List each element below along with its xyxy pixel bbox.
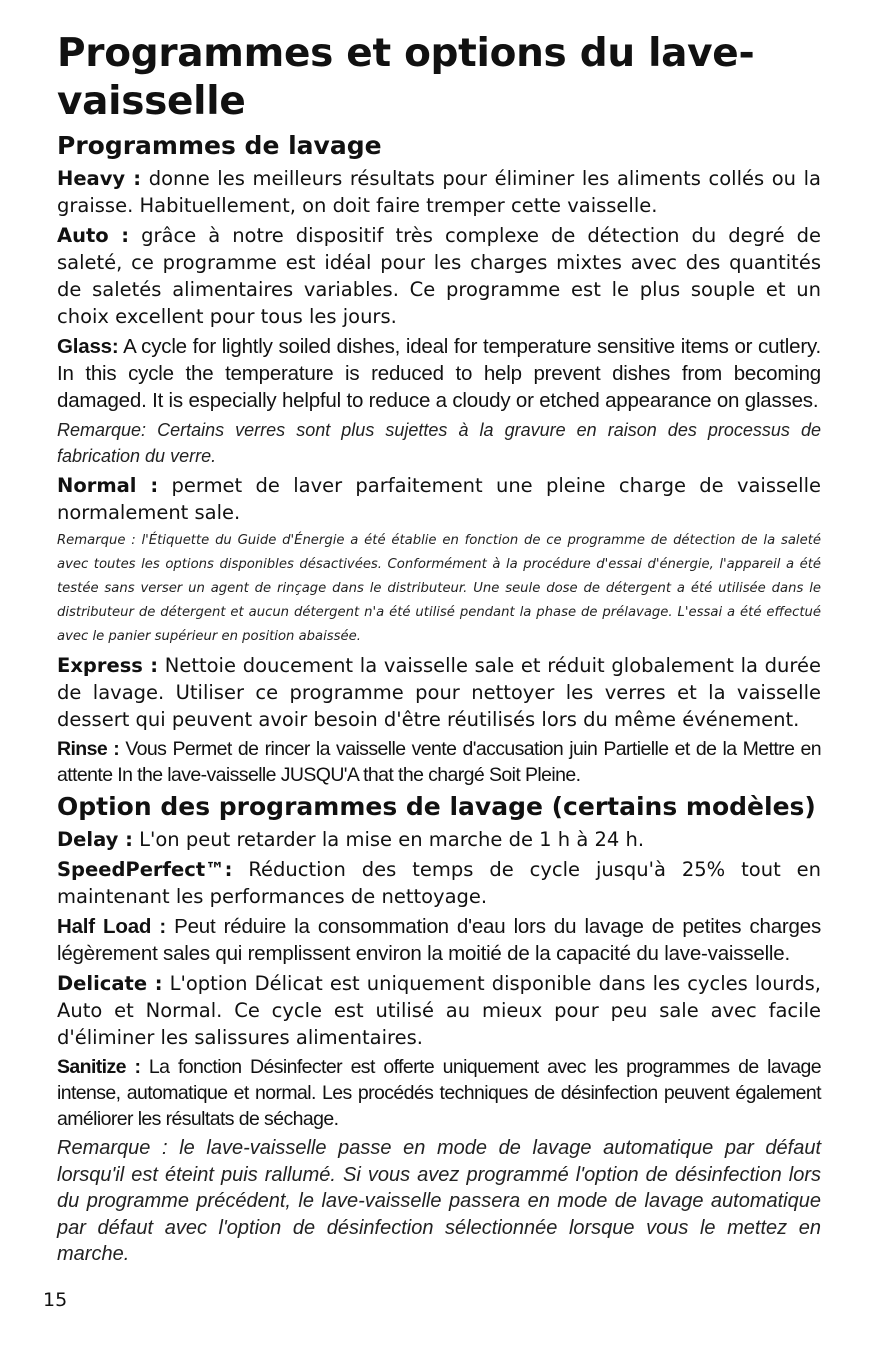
text-auto: grâce à notre dispositif très complexe de détection du degré de saleté, ce programme est idéal pour les charges mixtes avec des quantités de saletés alimentaires variables. Ce programme est le plus souple et un choix excellent pour tous les jours. xyxy=(57,224,822,328)
text-glass: A cycle for lightly soiled dishes, ideal for temperature sensitive items or cutlery. In this cycle the temperature is reduced to help prevent dishes from becoming damaged. It is especially helpful to reduce a cloudy or etched appearance on glasses. xyxy=(57,335,821,412)
paragraph-delicate xyxy=(57,970,821,1051)
remark-glass: Remarque: Certains verres sont plus sujettes à la gravure en raison des processus de fabrication du verre. xyxy=(57,420,821,466)
paragraph-delay xyxy=(57,826,821,853)
text-express: Nettoie doucement la vaisselle sale et réduit globalement la durée de lavage. Utiliser ce programme pour nettoyer les verres et la vaisselle dessert qui peuvent avoir besoin d'être réutilisés lors du même événement. xyxy=(57,654,822,731)
term-heavy: Heavy : xyxy=(57,167,142,190)
paragraph-speedperfect xyxy=(57,856,821,910)
paragraph-express xyxy=(57,652,821,733)
paragraph-sanitize xyxy=(57,1054,821,1132)
paragraph-auto xyxy=(57,222,821,330)
text-delay: L'on peut retarder la mise en marche de 1 h à 24 h. xyxy=(132,828,645,851)
remark-energy-guide: Remarque : l'Étiquette du Guide d'Énergie a été établie en fonction de ce programme de détection de la saleté avec toutes les options disponibles désactivées. Conformément à la procédure d'essai d'énergie, l'appareil a été testée sans verser un agent de rinçage dans le distributeur. Une seule dose de détergent a été utilisée dans le distributeur de détergent et aucun détergent n'a été utilisé pendant la phase de prélavage. L'essai a été effectué avec le panier supérieur en position abaissée. xyxy=(57,533,821,644)
term-half-load: Half Load : xyxy=(57,915,166,938)
text-half-load: Peut réduire la consommation d'eau lors du lavage de petites charges légèrement sales qui remplissent environ la moitié de la capacité du lave-vaisselle. xyxy=(57,915,822,965)
paragraph-half-load xyxy=(57,913,821,967)
remark-sanitize: Remarque : le lave-vaisselle passe en mode de lavage automatique par défaut lorsqu'il est éteint puis rallumé. Si vous avez programmé l'option de désinfection lors du programme précédent, le lave-vaisselle passera en mode de lavage automatique par défaut avec l'option de désinfection sélectionnée lorsque vous le mettez en marche. xyxy=(57,1137,821,1265)
term-rinse: Rinse : xyxy=(57,738,120,760)
term-speedperfect: SpeedPerfect™: xyxy=(57,858,233,881)
paragraph-rinse xyxy=(57,736,821,788)
section-heading-wash-options: Option des programmes de lavage (certains modèles) xyxy=(57,792,816,821)
term-glass: Glass: xyxy=(57,335,119,358)
term-delicate: Delicate : xyxy=(57,972,163,995)
page-title: Programmes et options du lave-vaisselle xyxy=(57,31,755,124)
term-express: Express : xyxy=(57,654,159,677)
section-heading-wash-programs: Programmes de lavage xyxy=(57,131,382,160)
paragraph-heavy xyxy=(57,165,821,219)
manual-page xyxy=(57,30,821,1271)
text-heavy: donne les meilleurs résultats pour éliminer les aliments collés ou la graisse. Habituellement, on doit faire tremper cette vaisselle. xyxy=(57,167,821,217)
term-delay: Delay : xyxy=(57,828,133,851)
page-number: 15 xyxy=(43,1289,68,1311)
term-normal: Normal : xyxy=(57,474,159,497)
text-normal: permet de laver parfaitement une pleine charge de vaisselle normalement sale. xyxy=(57,474,821,524)
paragraph-normal xyxy=(57,472,821,526)
term-auto: Auto : xyxy=(57,224,130,247)
paragraph-glass xyxy=(57,333,821,414)
text-sanitize: La fonction Désinfecter est offerte uniquement avec les programmes de lavage intense, automatique et normal. Les procédés techniques de désinfection peuvent également améliorer les résultats de séchage. xyxy=(57,1056,821,1130)
text-speedperfect: Réduction des temps de cycle jusqu'à 25% tout en maintenant les performances de nettoyage. xyxy=(57,858,821,908)
term-sanitize: Sanitize : xyxy=(57,1056,141,1078)
text-delicate: L'option Délicat est uniquement disponible dans les cycles lourds, Auto et Normal. Ce cycle est utilisé au mieux pour peu sale avec facile d'éliminer les salissures alimentaires. xyxy=(57,972,821,1049)
text-rinse: Vous Permet de rincer la vaisselle vente d'accusation juin Partielle et de la Mettre en attente In the lave-vaisselle JUSQU'A that the chargé Soit Pleine. xyxy=(57,738,821,786)
